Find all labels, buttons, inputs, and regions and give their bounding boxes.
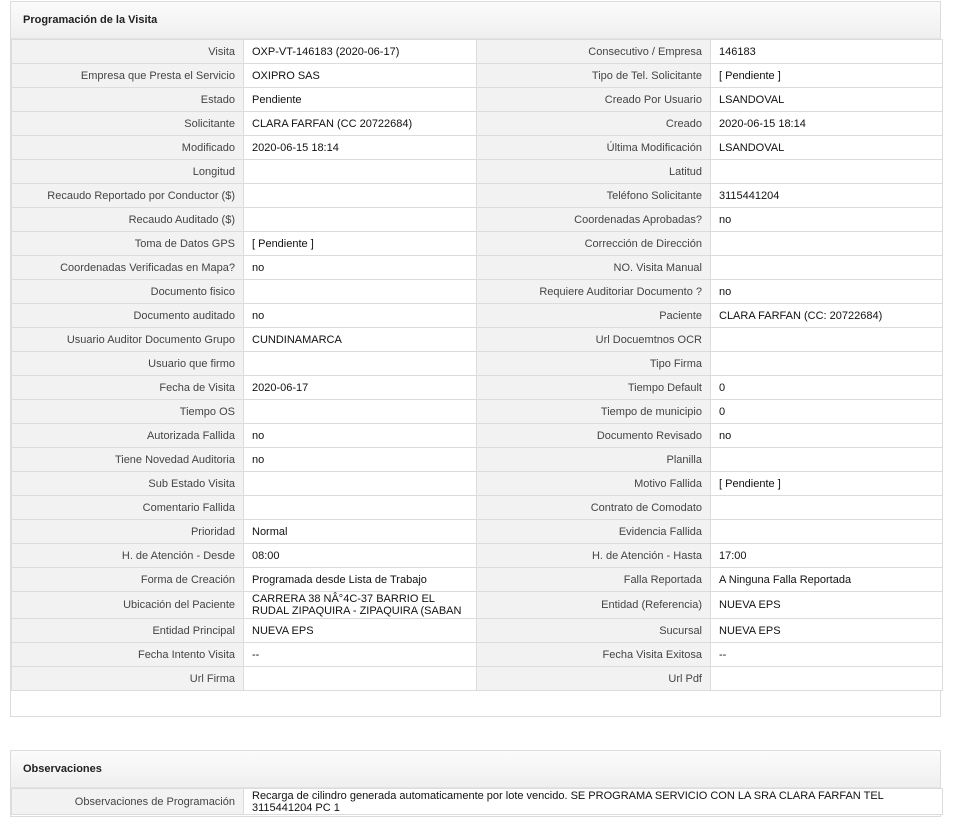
table-row — [12, 88, 943, 112]
observaciones-value: Recarga de cilindro generada automaticamente por lote vencido. SE PROGRAMA SERVICIO CON LA SRA CLARA FARFAN TEL 3115441204 PC 1 — [244, 789, 943, 815]
h-de-atencion-hasta-label: H. de Atención - Hasta — [477, 544, 711, 568]
table-row — [12, 496, 943, 520]
programacion-panel — [10, 1, 941, 717]
recaudo-auditado-value — [244, 208, 477, 232]
table-row — [12, 40, 943, 64]
documento-revisado-label: Documento Revisado — [477, 424, 711, 448]
telefono-solicitante-value: 3115441204 — [711, 184, 943, 208]
no-visita-manual-label: NO. Visita Manual — [477, 256, 711, 280]
estado-label: Estado — [12, 88, 244, 112]
sub-estado-visita-label: Sub Estado Visita — [12, 472, 244, 496]
table-row — [12, 184, 943, 208]
h-de-atencion-desde-label: H. de Atención - Desde — [12, 544, 244, 568]
empresa-que-presta-el-servicio-label: Empresa que Presta el Servicio — [12, 64, 244, 88]
table-row — [12, 592, 943, 619]
url-docuemtnos-ocr-label: Url Docuemtnos OCR — [477, 328, 711, 352]
creado-por-usuario-value: LSANDOVAL — [711, 88, 943, 112]
recaudo-reportado-por-conductor-label: Recaudo Reportado por Conductor ($) — [12, 184, 244, 208]
usuario-auditor-documento-grupo-value: CUNDINAMARCA — [244, 328, 477, 352]
visita-label: Visita — [12, 40, 244, 64]
no-visita-manual-value — [711, 256, 943, 280]
fecha-intento-visita-value: -- — [244, 643, 477, 667]
solicitante-label: Solicitante — [12, 112, 244, 136]
table-row — [12, 112, 943, 136]
tiene-novedad-auditoria-label: Tiene Novedad Auditoria — [12, 448, 244, 472]
estado-value: Pendiente — [244, 88, 477, 112]
table-row — [12, 208, 943, 232]
table-row — [12, 400, 943, 424]
forma-de-creacion-label: Forma de Creación — [12, 568, 244, 592]
table-row — [12, 328, 943, 352]
tiempo-de-municipio-label: Tiempo de municipio — [477, 400, 711, 424]
observaciones-label: Observaciones de Programación — [12, 789, 244, 815]
usuario-que-firmo-label: Usuario que firmo — [12, 352, 244, 376]
prioridad-value: Normal — [244, 520, 477, 544]
url-docuemtnos-ocr-value — [711, 328, 943, 352]
fecha-intento-visita-label: Fecha Intento Visita — [12, 643, 244, 667]
fecha-visita-exitosa-value: -- — [711, 643, 943, 667]
observaciones-table — [11, 788, 943, 815]
observaciones-panel — [10, 750, 941, 817]
tiempo-os-label: Tiempo OS — [12, 400, 244, 424]
prioridad-label: Prioridad — [12, 520, 244, 544]
fecha-de-visita-label: Fecha de Visita — [12, 376, 244, 400]
entidad-referencia-label: Entidad (Referencia) — [477, 592, 711, 619]
tipo-firma-value — [711, 352, 943, 376]
entidad-principal-label: Entidad Principal — [12, 619, 244, 643]
telefono-solicitante-label: Teléfono Solicitante — [477, 184, 711, 208]
sucursal-value: NUEVA EPS — [711, 619, 943, 643]
evidencia-fallida-value — [711, 520, 943, 544]
fecha-de-visita-value: 2020-06-17 — [244, 376, 477, 400]
observaciones-row — [12, 789, 943, 815]
recaudo-reportado-por-conductor-value — [244, 184, 477, 208]
observaciones-title: Observaciones — [11, 751, 940, 788]
correccion-de-direccion-label: Corrección de Dirección — [477, 232, 711, 256]
documento-fisico-value — [244, 280, 477, 304]
recaudo-auditado-label: Recaudo Auditado ($) — [12, 208, 244, 232]
contrato-de-comodato-value — [711, 496, 943, 520]
correccion-de-direccion-value — [711, 232, 943, 256]
coordenadas-verificadas-en-mapa-label: Coordenadas Verificadas en Mapa? — [12, 256, 244, 280]
table-row — [12, 568, 943, 592]
sucursal-label: Sucursal — [477, 619, 711, 643]
programacion-title: Programación de la Visita — [11, 2, 940, 39]
tiempo-de-municipio-value: 0 — [711, 400, 943, 424]
table-row — [12, 160, 943, 184]
url-pdf-value — [711, 667, 943, 691]
entidad-referencia-value: NUEVA EPS — [711, 592, 943, 619]
url-pdf-label: Url Pdf — [477, 667, 711, 691]
sub-estado-visita-value — [244, 472, 477, 496]
falla-reportada-label: Falla Reportada — [477, 568, 711, 592]
url-firma-value — [244, 667, 477, 691]
table-row — [12, 304, 943, 328]
paciente-value: CLARA FARFAN (CC: 20722684) — [711, 304, 943, 328]
planilla-label: Planilla — [477, 448, 711, 472]
tiempo-default-value: 0 — [711, 376, 943, 400]
table-row — [12, 256, 943, 280]
table-row — [12, 136, 943, 160]
table-row — [12, 424, 943, 448]
tiene-novedad-auditoria-value: no — [244, 448, 477, 472]
tipo-de-tel-solicitante-label: Tipo de Tel. Solicitante — [477, 64, 711, 88]
solicitante-value: CLARA FARFAN (CC 20722684) — [244, 112, 477, 136]
evidencia-fallida-label: Evidencia Fallida — [477, 520, 711, 544]
toma-de-datos-gps-value: [ Pendiente ] — [244, 232, 477, 256]
modificado-value: 2020-06-15 18:14 — [244, 136, 477, 160]
table-row — [12, 352, 943, 376]
comentario-fallida-value — [244, 496, 477, 520]
comentario-fallida-label: Comentario Fallida — [12, 496, 244, 520]
table-row — [12, 544, 943, 568]
creado-label: Creado — [477, 112, 711, 136]
falla-reportada-value: A Ninguna Falla Reportada — [711, 568, 943, 592]
table-row — [12, 376, 943, 400]
documento-auditado-value: no — [244, 304, 477, 328]
requiere-auditoriar-documento-value: no — [711, 280, 943, 304]
consecutivo-empresa-value: 146183 — [711, 40, 943, 64]
planilla-value — [711, 448, 943, 472]
tipo-de-tel-solicitante-value: [ Pendiente ] — [711, 64, 943, 88]
ultima-modificacion-label: Última Modificación — [477, 136, 711, 160]
url-firma-label: Url Firma — [12, 667, 244, 691]
ubicacion-del-paciente-label: Ubicación del Paciente — [12, 592, 244, 619]
table-row — [12, 64, 943, 88]
latitud-label: Latitud — [477, 160, 711, 184]
programacion-table — [11, 39, 943, 691]
forma-de-creacion-value: Programada desde Lista de Trabajo — [244, 568, 477, 592]
latitud-value — [711, 160, 943, 184]
usuario-auditor-documento-grupo-label: Usuario Auditor Documento Grupo — [12, 328, 244, 352]
visita-value: OXP-VT-146183 (2020-06-17) — [244, 40, 477, 64]
toma-de-datos-gps-label: Toma de Datos GPS — [12, 232, 244, 256]
table-row — [12, 280, 943, 304]
consecutivo-empresa-label: Consecutivo / Empresa — [477, 40, 711, 64]
tiempo-os-value — [244, 400, 477, 424]
table-row — [12, 472, 943, 496]
documento-auditado-label: Documento auditado — [12, 304, 244, 328]
motivo-fallida-value: [ Pendiente ] — [711, 472, 943, 496]
fecha-visita-exitosa-label: Fecha Visita Exitosa — [477, 643, 711, 667]
contrato-de-comodato-label: Contrato de Comodato — [477, 496, 711, 520]
creado-por-usuario-label: Creado Por Usuario — [477, 88, 711, 112]
tipo-firma-label: Tipo Firma — [477, 352, 711, 376]
tiempo-default-label: Tiempo Default — [477, 376, 711, 400]
entidad-principal-value: NUEVA EPS — [244, 619, 477, 643]
h-de-atencion-desde-value: 08:00 — [244, 544, 477, 568]
paciente-label: Paciente — [477, 304, 711, 328]
modificado-label: Modificado — [12, 136, 244, 160]
documento-revisado-value: no — [711, 424, 943, 448]
motivo-fallida-label: Motivo Fallida — [477, 472, 711, 496]
table-row — [12, 448, 943, 472]
coordenadas-aprobadas-value: no — [711, 208, 943, 232]
empresa-que-presta-el-servicio-value: OXIPRO SAS — [244, 64, 477, 88]
autorizada-fallida-label: Autorizada Fallida — [12, 424, 244, 448]
table-row — [12, 643, 943, 667]
table-row — [12, 232, 943, 256]
usuario-que-firmo-value — [244, 352, 477, 376]
requiere-auditoriar-documento-label: Requiere Auditoriar Documento ? — [477, 280, 711, 304]
table-row — [12, 667, 943, 691]
autorizada-fallida-value: no — [244, 424, 477, 448]
creado-value: 2020-06-15 18:14 — [711, 112, 943, 136]
ultima-modificacion-value: LSANDOVAL — [711, 136, 943, 160]
coordenadas-aprobadas-label: Coordenadas Aprobadas? — [477, 208, 711, 232]
table-row — [12, 619, 943, 643]
coordenadas-verificadas-en-mapa-value: no — [244, 256, 477, 280]
table-row — [12, 520, 943, 544]
longitud-label: Longitud — [12, 160, 244, 184]
documento-fisico-label: Documento fisico — [12, 280, 244, 304]
longitud-value — [244, 160, 477, 184]
h-de-atencion-hasta-value: 17:00 — [711, 544, 943, 568]
ubicacion-del-paciente-value: CARRERA 38 NÂ°4C-37 BARRIO EL RUDAL ZIPAQUIRA - ZIPAQUIRA (SABAN — [244, 592, 477, 619]
